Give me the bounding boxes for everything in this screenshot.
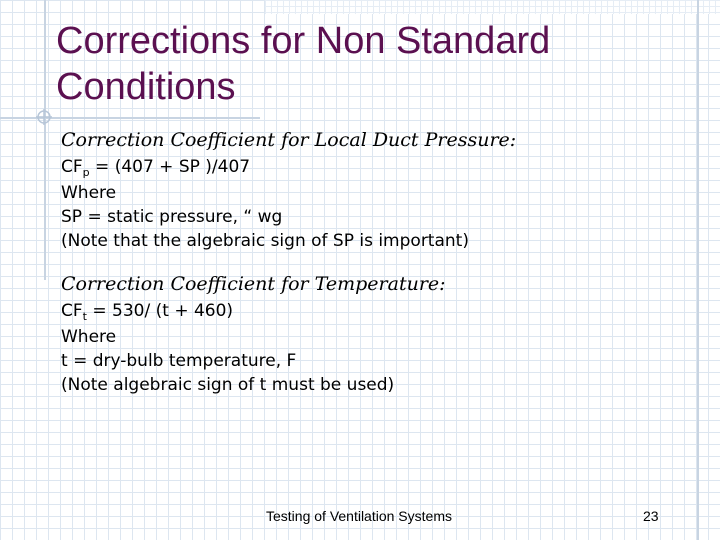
section-body-duct-pressure: [61, 155, 469, 253]
crosshair-icon: [36, 109, 52, 125]
formula-subscript: p: [82, 166, 90, 179]
definition-text: SP = static pressure, “ wg: [61, 207, 283, 227]
slide-title-line-2: Conditions: [56, 66, 236, 108]
section-body-temperature: [61, 299, 394, 397]
page-number: 23: [643, 508, 659, 524]
footer-title: Testing of Ventilation Systems: [266, 508, 452, 524]
left-vertical-rule: [44, 0, 46, 280]
note-text: (Note algebraic sign of t must be used): [61, 375, 395, 395]
section-heading-temperature: Correction Coefficient for Temperature:: [61, 273, 446, 295]
formula-rest: = 530/ (t + 460): [86, 301, 234, 321]
formula-subscript: t: [82, 310, 87, 323]
formula-prefix: CF: [61, 157, 83, 177]
slide-title: [56, 18, 656, 110]
section-heading-duct-pressure: Correction Coefficient for Local Duct Pressure:: [61, 129, 517, 151]
formula-temperature: [61, 299, 394, 325]
top-decorative-band: [265, 0, 720, 14]
note-text: (Note that the algebraic sign of SP is important): [61, 231, 469, 251]
where-label: Where: [61, 327, 117, 347]
slide-title-line-1: Corrections for Non Standard: [56, 20, 551, 62]
formula-duct-pressure: [61, 155, 469, 181]
right-vertical-rule: [697, 0, 699, 540]
formula-prefix: CF: [61, 301, 83, 321]
where-label: Where: [61, 183, 117, 203]
formula-rest: = (407 + SP )/407: [89, 157, 251, 177]
definition-text: t = dry-bulb temperature, F: [61, 351, 297, 371]
